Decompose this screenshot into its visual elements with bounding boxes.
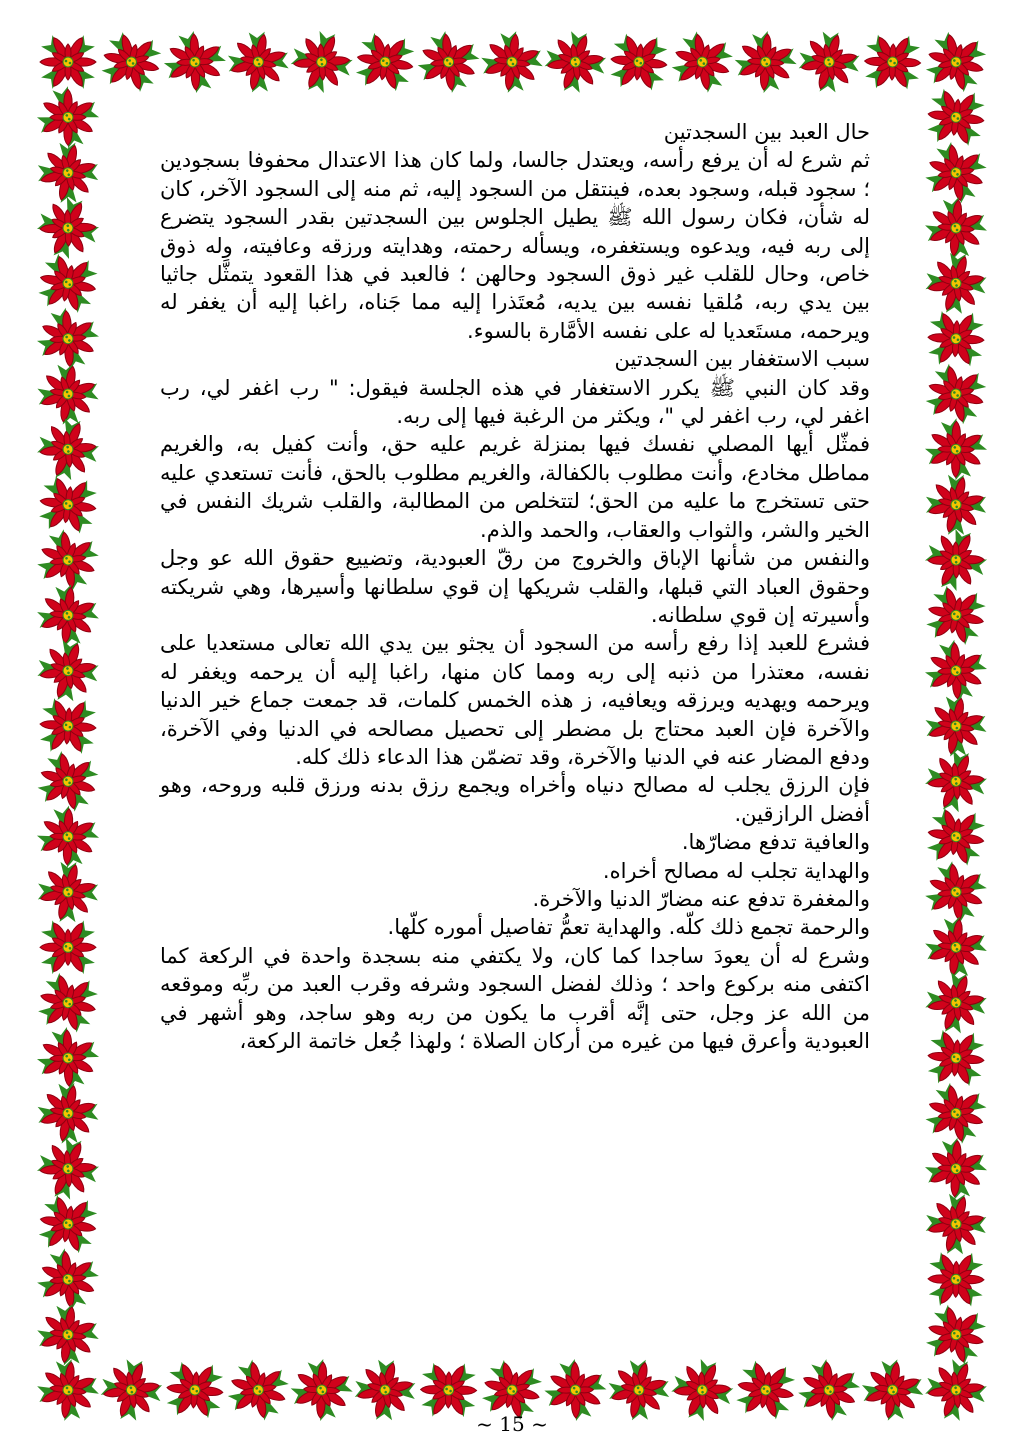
poinsettia-flower-icon xyxy=(30,577,107,653)
paragraph: ثم شرع له أن يرفع رأسه، ويعتدل جالسا، ولما كان هذا الاعتدال محفوفا بسجودين ؛ سجود قبله، وسجود بعده، فينتقل من السجود إليه، ثم منه إلى السجود الآخر، كان له شأن، فكان رسول الله ﷺ يطيل الجلوس بين السجدتين بقدر السجود يتضرع إلى ربه فيه، ويدعوه ويستغفره، ويسأله رحمته، وهدايته ورزقه وعافيته، وله ذوق خاص، وحال للقلب غير ذوق السجود وحالهن ؛ فالعبد في هذا القعود يتمثَّل جاثيا بين يدي ربه، مُلقيا نفسه بين يديه، مُعتَذرا إليه مما جَناه، راغبا إليه أن يغفر له ويرحمه، مستَعديا له على نفسه الأمَّارة بالسوء. xyxy=(160,148,870,343)
poinsettia-flower-icon xyxy=(922,1301,990,1367)
poinsettia-flower-icon xyxy=(29,632,106,709)
poinsettia-flower-icon xyxy=(918,743,994,820)
poinsettia-flower-icon xyxy=(30,190,105,266)
poinsettia-flower-icon xyxy=(31,1021,106,1095)
paragraph: فمثّل أيها المصلي نفسك فيها بمنزلة غريم عليه حق، وأنت كفيل به، والغريم مماطل مخادع، وأنت مطلوب بالكفالة، والغريم مطلوب بالحق، فأنت تستعدي عليه حتى تستخرج ما عليه من الحق؛ لتتخلص من المطالبة، والقلب شريك النفس في الخير والشر، والثواب والعقاب، والحمد والذم. xyxy=(160,432,870,542)
poinsettia-flower-icon xyxy=(158,25,233,99)
poinsettia-flower-icon xyxy=(98,29,165,95)
page-body-text xyxy=(160,118,870,1338)
paragraph: والنفس من شأنها الإباق والخروج من رقّ العبودية، وتضييع حقوق الله عو وجل وحقوق العباد التي قبلها، والقلب شريكها إن قوي سلطانها وأسيرها، وهي شريكته وأسيرته إن قوي سلطانه. xyxy=(160,546,870,627)
section-heading: حال العبد بين السجدتين xyxy=(663,120,870,144)
poinsettia-flower-icon xyxy=(733,1358,798,1421)
paragraph: والرحمة تجمع ذلك كلّه. والهداية تعمُّ تفاصيل أموره كلّها. xyxy=(387,915,870,940)
poinsettia-flower-icon xyxy=(665,1352,741,1428)
poinsettia-flower-icon xyxy=(165,1361,225,1419)
poinsettia-flower-icon xyxy=(33,747,103,815)
poinsettia-flower-icon xyxy=(32,525,104,596)
poinsettia-flower-icon xyxy=(37,474,100,535)
poinsettia-flower-icon xyxy=(40,35,96,89)
poinsettia-flower-icon xyxy=(924,806,988,868)
paragraph: فشرع للعبد إذا رفع رأسه من السجود أن يجثو بين يدي الله تعالى مستعديا على نفسه، معتذرا من ذنبه إلى ربه ومما كان منها، راغبا إليه أن يرحمه ويغفر له ويرحمه ويهديه ويرزقه ويعافيه، ز هذه الخمس كلمات، قد جمعت جماع خير الدنيا والآخرة فإن العبد محتاج بل مضطر إلى تحصيل مصالحه في الدنيا وفي الآخرة، ودفع المضار عنه في الدنيا والآخرة، وقد تضمّن هذا الدعاء ذلك كله. xyxy=(160,631,870,769)
paragraph: والهداية تجلب له مصالح أخراه. xyxy=(602,858,870,883)
poinsettia-flower-icon xyxy=(927,310,986,367)
poinsettia-flower-icon xyxy=(220,23,298,100)
paragraph: والمغفرة تدفع عنه مضارّ الدنيا والآخرة. xyxy=(532,886,870,911)
poinsettia-flower-icon xyxy=(918,1351,995,1428)
paragraph: والعافية تدفع مضارّها. xyxy=(681,830,870,855)
poinsettia-flower-icon xyxy=(918,1131,994,1207)
poinsettia-flower-icon xyxy=(35,251,101,315)
section-heading: سبب الاستغفار بين السجدتين xyxy=(614,347,870,372)
poinsettia-flower-icon xyxy=(38,697,98,755)
poinsettia-flower-icon xyxy=(30,80,105,155)
poinsettia-flower-icon xyxy=(919,522,994,598)
poinsettia-flower-icon xyxy=(353,31,417,94)
paragraph: فإن الرزق يجلب له مصالح دنياه وأخراه ويجمع رزق بدنه ورزق قلبه وروحه، وهو أفضل الرازقين. xyxy=(160,773,870,826)
poinsettia-flower-icon xyxy=(223,1355,293,1424)
poinsettia-flower-icon xyxy=(608,32,669,91)
poinsettia-flower-icon xyxy=(854,1351,931,1428)
poinsettia-flower-icon xyxy=(600,1351,678,1428)
poinsettia-flower-icon xyxy=(537,23,614,100)
poinsettia-flower-icon xyxy=(30,799,106,874)
poinsettia-flower-icon xyxy=(921,1079,991,1148)
poinsettia-flower-icon xyxy=(412,26,485,98)
poinsettia-flower-icon xyxy=(790,23,867,101)
poinsettia-flower-icon xyxy=(31,1243,104,1315)
poinsettia-flower-icon xyxy=(918,412,994,487)
poinsettia-flower-icon xyxy=(926,1029,986,1087)
poinsettia-flower-icon xyxy=(923,583,990,648)
poinsettia-flower-icon xyxy=(29,1296,106,1373)
poinsettia-flower-icon xyxy=(40,920,96,974)
poinsettia-flower-icon xyxy=(30,1130,106,1206)
poinsettia-flower-icon xyxy=(920,138,992,208)
paragraph: وشرع له أن يعودَ ساجدا كما كان، ولا يكتفي منه بسجدة واحدة في الركعة كما اكتفى منه بركوع واحد ؛ وذلك لفضل السجود وشرفه وقرب العبد من ربِّه وموقعه من الله عز وجل، حتى إنَّه أقرب ما يكون من ربه وهو ساجد، وهو أشهر في العبودية وأعرق فيها من غيره من أركان الصلاة ؛ ولهذا جُعل خاتمة الركعة، xyxy=(160,943,870,1053)
poinsettia-flower-icon xyxy=(919,634,993,707)
poinsettia-flower-icon xyxy=(284,1352,360,1428)
poinsettia-flower-icon xyxy=(29,1352,106,1429)
poinsettia-flower-icon xyxy=(29,355,106,432)
poinsettia-flower-icon xyxy=(93,1351,170,1428)
poinsettia-flower-icon xyxy=(920,856,993,927)
poinsettia-flower-icon xyxy=(284,24,360,100)
poinsettia-flower-icon xyxy=(346,1351,423,1429)
poinsettia-flower-icon xyxy=(34,970,101,1036)
poinsettia-flower-icon xyxy=(922,28,991,95)
poinsettia-flower-icon xyxy=(420,1363,477,1418)
poinsettia-flower-icon xyxy=(918,190,995,266)
poinsettia-flower-icon xyxy=(31,302,105,375)
poinsettia-flower-icon xyxy=(917,909,994,986)
poinsettia-flower-icon xyxy=(917,964,994,1041)
poinsettia-flower-icon xyxy=(928,1252,985,1307)
poinsettia-flower-icon xyxy=(30,411,106,488)
poinsettia-flower-icon xyxy=(792,1354,865,1426)
page-number: ~ 15 ~ xyxy=(476,1412,548,1436)
poinsettia-flower-icon xyxy=(921,360,990,428)
poinsettia-flower-icon xyxy=(667,27,738,97)
poinsettia-flower-icon xyxy=(473,24,550,101)
poinsettia-flower-icon xyxy=(917,245,994,323)
poinsettia-flower-icon xyxy=(36,1193,100,1256)
paragraph: وقد كان النبي ﷺ يكرر الاستغفار في هذه الجلسة فيقول: " رب اغفر لي، رب اغفر لي، رب اغفر لي "، ويكثر من الرغبة فيها إلى ربه. xyxy=(160,375,870,429)
poinsettia-flower-icon xyxy=(925,87,987,147)
poinsettia-flower-icon xyxy=(727,24,803,100)
poinsettia-flower-icon xyxy=(864,34,922,90)
poinsettia-flower-icon xyxy=(917,687,995,764)
